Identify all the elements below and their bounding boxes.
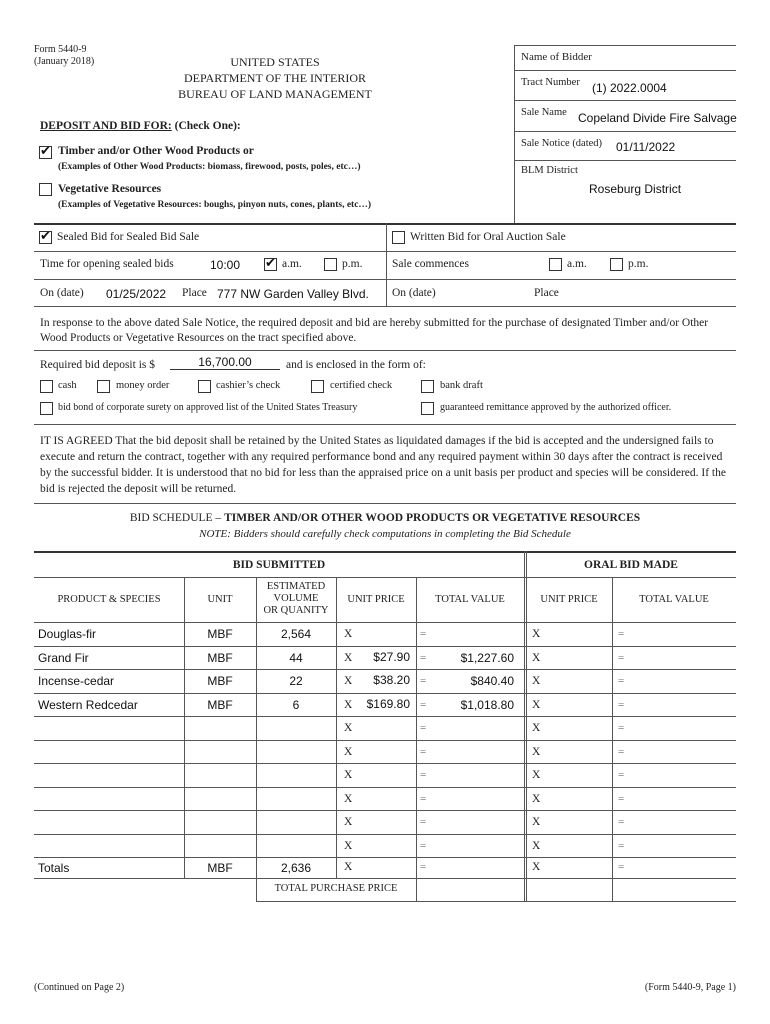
row-product[interactable]: Grand Fir bbox=[38, 650, 89, 665]
row-divider bbox=[34, 787, 736, 788]
row-eq-mark: = bbox=[420, 675, 427, 687]
row-eq-mark: = bbox=[420, 698, 427, 711]
opening-time-field[interactable]: 10:00 bbox=[210, 258, 241, 272]
guaranteed-remittance-label: guaranteed remittance approved by the authorized officer. bbox=[440, 402, 672, 413]
bid-bond-checkbox[interactable] bbox=[40, 402, 53, 415]
sealed-pm-checkbox[interactable] bbox=[324, 258, 337, 271]
row-eq-mark: = bbox=[420, 769, 427, 781]
row-oral-eq-mark: = bbox=[618, 839, 625, 852]
row-x-mark: X bbox=[344, 839, 353, 852]
row-total-value[interactable]: $1,227.60 bbox=[460, 650, 514, 665]
row-divider bbox=[34, 716, 736, 717]
row-oral-x-mark: X bbox=[532, 722, 541, 734]
row-divider bbox=[34, 740, 736, 741]
oral-am-checkbox[interactable] bbox=[549, 258, 562, 271]
row-x-mark: X bbox=[344, 698, 353, 711]
row-divider bbox=[34, 669, 736, 670]
cash-checkbox[interactable] bbox=[40, 380, 53, 393]
bid-schedule-title-prefix: BID SCHEDULE – bbox=[129, 512, 225, 524]
totals-x-mark: X bbox=[344, 861, 353, 873]
row-volume[interactable]: 22 bbox=[289, 674, 303, 688]
row-x-mark: X bbox=[344, 792, 353, 805]
required-deposit-label: Required bid deposit is $ bbox=[40, 359, 155, 371]
row-x-mark: X bbox=[344, 816, 353, 828]
vegetative-examples: (Examples of Vegetative Resources: boughs, pinyon nuts, cones, plants, etc…) bbox=[58, 200, 372, 210]
col-volume-header-2: VOLUME bbox=[273, 593, 319, 604]
row-oral-eq-mark: = bbox=[618, 745, 625, 758]
agency-line-1: UNITED STATES bbox=[230, 55, 320, 69]
page-footer: (Form 5440-9, Page 1) bbox=[644, 982, 736, 993]
deposit-heading-suffix: (Check One): bbox=[174, 120, 241, 132]
row-eq-mark: = bbox=[420, 816, 427, 828]
row-unit[interactable]: MBF bbox=[207, 674, 233, 688]
oral-pm-checkbox[interactable] bbox=[610, 258, 623, 271]
sealed-bid-label: Sealed Bid for Sealed Bid Sale bbox=[57, 231, 200, 243]
money-order-checkbox[interactable] bbox=[97, 380, 110, 393]
total-purchase-price-label: TOTAL PURCHASE PRICE bbox=[274, 883, 398, 894]
enclosed-label: and is enclosed in the form of: bbox=[286, 359, 426, 371]
row-oral-x-mark: X bbox=[532, 628, 541, 640]
sealed-date-label: On (date) bbox=[40, 287, 84, 299]
oral-pm-label: p.m. bbox=[628, 258, 649, 270]
oral-place-label: Place bbox=[534, 287, 559, 299]
timber-label: Timber and/or Other Wood Products or bbox=[58, 145, 254, 157]
row-oral-eq-mark: = bbox=[618, 792, 625, 805]
row-x-mark: X bbox=[344, 769, 353, 781]
row-product[interactable]: Western Redcedar bbox=[38, 697, 138, 712]
totals-eq-mark: = bbox=[420, 861, 427, 873]
bid-submitted-header: BID SUBMITTED bbox=[232, 559, 326, 571]
row-volume[interactable]: 2,564 bbox=[280, 627, 312, 641]
row-eq-mark: = bbox=[420, 745, 427, 758]
bank-draft-checkbox[interactable] bbox=[421, 380, 434, 393]
bank-draft-label: bank draft bbox=[440, 380, 483, 391]
row-eq-mark: = bbox=[420, 722, 427, 734]
bid-bond-label: bid bond of corporate surety on approved list of the United States Treasury bbox=[58, 402, 358, 413]
row-oral-eq-mark: = bbox=[618, 675, 625, 687]
totals-label: Totals bbox=[38, 861, 70, 875]
sealed-date-field[interactable]: 01/25/2022 bbox=[106, 287, 167, 301]
deposit-heading bbox=[40, 120, 241, 132]
row-x-mark: X bbox=[344, 628, 353, 640]
agency-line-3: BUREAU OF LAND MANAGEMENT bbox=[178, 87, 372, 101]
sale-notice-field[interactable]: 01/11/2022 bbox=[616, 140, 676, 154]
col-total-value-header: TOTAL VALUE bbox=[435, 594, 505, 605]
form-date: (January 2018) bbox=[34, 56, 95, 67]
continued-footer: (Continued on Page 2) bbox=[34, 982, 125, 993]
row-oral-x-mark: X bbox=[532, 698, 541, 711]
certified-check-label: certified check bbox=[330, 380, 393, 391]
row-x-mark: X bbox=[344, 675, 353, 687]
oral-date-label: On (date) bbox=[392, 287, 436, 299]
row-divider bbox=[34, 834, 736, 835]
col-volume-header-3: OR QUANITY bbox=[263, 605, 329, 616]
sealed-place-field[interactable]: 777 NW Garden Valley Blvd. bbox=[217, 287, 369, 301]
row-x-mark: X bbox=[344, 651, 353, 664]
row-oral-eq-mark: = bbox=[618, 769, 625, 781]
oral-auction-checkbox[interactable] bbox=[392, 231, 405, 244]
form-number: Form 5440-9 bbox=[34, 44, 87, 55]
sale-notice-label: Sale Notice (dated) bbox=[521, 138, 603, 149]
oral-bid-made-header: ORAL BID MADE bbox=[584, 559, 678, 571]
row-eq-mark: = bbox=[420, 628, 427, 640]
row-oral-x-mark: X bbox=[532, 792, 541, 805]
sealed-am-checkbox[interactable] bbox=[264, 258, 277, 271]
bid-schedule-note: NOTE: Bidders should carefully check computations in completing the Bid Schedule bbox=[199, 528, 571, 540]
money-order-label: money order bbox=[116, 380, 170, 391]
row-unit[interactable]: MBF bbox=[207, 650, 233, 665]
sale-name-field[interactable]: Copeland Divide Fire Salvage bbox=[578, 111, 737, 125]
row-total-value[interactable]: $1,018.80 bbox=[460, 697, 514, 712]
row-volume[interactable]: 6 bbox=[292, 697, 300, 712]
row-eq-mark: = bbox=[420, 651, 427, 664]
col-product-header: PRODUCT & SPECIES bbox=[57, 594, 161, 605]
opening-time-label: Time for opening sealed bids bbox=[40, 258, 174, 270]
row-divider bbox=[34, 763, 736, 764]
row-x-mark: X bbox=[344, 745, 353, 758]
blm-district-label: BLM District bbox=[521, 165, 578, 176]
totals-unit: MBF bbox=[207, 861, 233, 875]
col-volume-header-1: ESTIMATED bbox=[266, 581, 326, 592]
row-unit[interactable]: MBF bbox=[207, 627, 233, 641]
required-deposit-field[interactable]: 16,700.00 bbox=[170, 355, 280, 370]
oral-auction-label: Written Bid for Oral Auction Sale bbox=[410, 231, 566, 243]
sealed-bid-checkbox[interactable] bbox=[39, 231, 52, 244]
vegetative-checkbox[interactable] bbox=[39, 183, 52, 196]
form-number-block bbox=[34, 44, 94, 68]
totals-oral-x-mark: X bbox=[532, 861, 541, 873]
col-oral-total-value-header: TOTAL VALUE bbox=[639, 594, 709, 605]
row-total-value[interactable]: $840.40 bbox=[470, 674, 514, 688]
row-oral-x-mark: X bbox=[532, 675, 541, 687]
submission-statement: In response to the above dated Sale Notice, the required deposit and bid are hereby submitted for the purchase of designated Timber and/or Other Wood Products or Vegetative Resources on the tract specified above. bbox=[40, 317, 709, 344]
deposit-heading-title: DEPOSIT AND BID FOR: bbox=[40, 120, 172, 132]
sale-name-label: Sale Name bbox=[521, 107, 567, 118]
sealed-am-label: a.m. bbox=[282, 258, 302, 270]
row-x-mark: X bbox=[344, 722, 353, 734]
row-oral-x-mark: X bbox=[532, 745, 541, 758]
row-unit[interactable]: MBF bbox=[207, 697, 233, 712]
blm-district-field[interactable]: Roseburg District bbox=[589, 182, 682, 196]
row-unit-price[interactable]: $38.20 bbox=[373, 673, 410, 687]
row-divider bbox=[34, 693, 736, 694]
totals-volume[interactable]: 2,636 bbox=[280, 861, 312, 875]
row-oral-eq-mark: = bbox=[618, 698, 625, 711]
tract-number-field[interactable]: (1) 2022.0004 bbox=[592, 81, 667, 95]
row-eq-mark: = bbox=[420, 839, 427, 852]
col-volume-header bbox=[256, 581, 336, 617]
col-unit-header: UNIT bbox=[207, 594, 233, 605]
row-unit-price[interactable]: $169.80 bbox=[366, 696, 410, 711]
vegetative-label: Vegetative Resources bbox=[58, 183, 162, 195]
agency-header bbox=[150, 54, 400, 102]
tract-number-label: Tract Number bbox=[521, 77, 580, 88]
row-eq-mark: = bbox=[420, 792, 427, 805]
agreement-text: IT IS AGREED That the bid deposit shall be retained by the United States as liquidated damages if the bid is accepted and the undersigned fails to execute and return the contract, together with any required performance bond and any required payment within 30 days after the contract is received by the successful bidder. It is understood that no bid for less than the appraised price on a unit basis per product and species will be considered. If the bid is rejected the deposit will be returned. bbox=[40, 435, 726, 495]
sealed-pm-label: p.m. bbox=[342, 258, 363, 270]
row-oral-x-mark: X bbox=[532, 651, 541, 664]
bidder-name-label: Name of Bidder bbox=[521, 51, 592, 63]
total-purchase-price-field[interactable] bbox=[416, 880, 524, 900]
cashiers-check-checkbox[interactable] bbox=[198, 380, 211, 393]
sealed-place-label: Place bbox=[182, 287, 207, 299]
cash-label: cash bbox=[58, 380, 77, 391]
bid-schedule-title bbox=[34, 512, 736, 524]
timber-examples: (Examples of Other Wood Products: biomass, firewood, posts, poles, etc…) bbox=[58, 162, 361, 172]
row-volume[interactable]: 44 bbox=[289, 650, 303, 665]
col-oral-unit-price-header: UNIT PRICE bbox=[540, 594, 598, 605]
bid-schedule-title-bold: TIMBER AND/OR OTHER WOOD PRODUCTS OR VEGETATIVE RESOURCES bbox=[224, 512, 641, 524]
agency-line-2: DEPARTMENT OF THE INTERIOR bbox=[183, 71, 367, 85]
row-divider bbox=[34, 810, 736, 811]
row-divider bbox=[34, 646, 736, 647]
row-oral-eq-mark: = bbox=[618, 722, 625, 734]
row-oral-eq-mark: = bbox=[618, 628, 625, 640]
sale-commences-label: Sale commences bbox=[392, 258, 469, 270]
oral-am-label: a.m. bbox=[567, 258, 587, 270]
row-product[interactable]: Douglas-fir bbox=[38, 627, 97, 641]
row-unit-price[interactable]: $27.90 bbox=[373, 649, 410, 664]
row-oral-eq-mark: = bbox=[618, 651, 625, 664]
certified-check-checkbox[interactable] bbox=[311, 380, 324, 393]
row-divider bbox=[34, 857, 736, 858]
totals-oral-eq-mark: = bbox=[618, 861, 625, 873]
row-oral-x-mark: X bbox=[532, 769, 541, 781]
row-oral-eq-mark: = bbox=[618, 816, 625, 828]
row-product[interactable]: Incense-cedar bbox=[38, 674, 115, 688]
row-oral-x-mark: X bbox=[532, 816, 541, 828]
timber-checkbox[interactable] bbox=[39, 146, 52, 159]
guaranteed-remittance-checkbox[interactable] bbox=[421, 402, 434, 415]
cashiers-check-label: cashier’s check bbox=[216, 380, 281, 391]
row-oral-x-mark: X bbox=[532, 839, 541, 852]
col-unit-price-header: UNIT PRICE bbox=[347, 594, 405, 605]
